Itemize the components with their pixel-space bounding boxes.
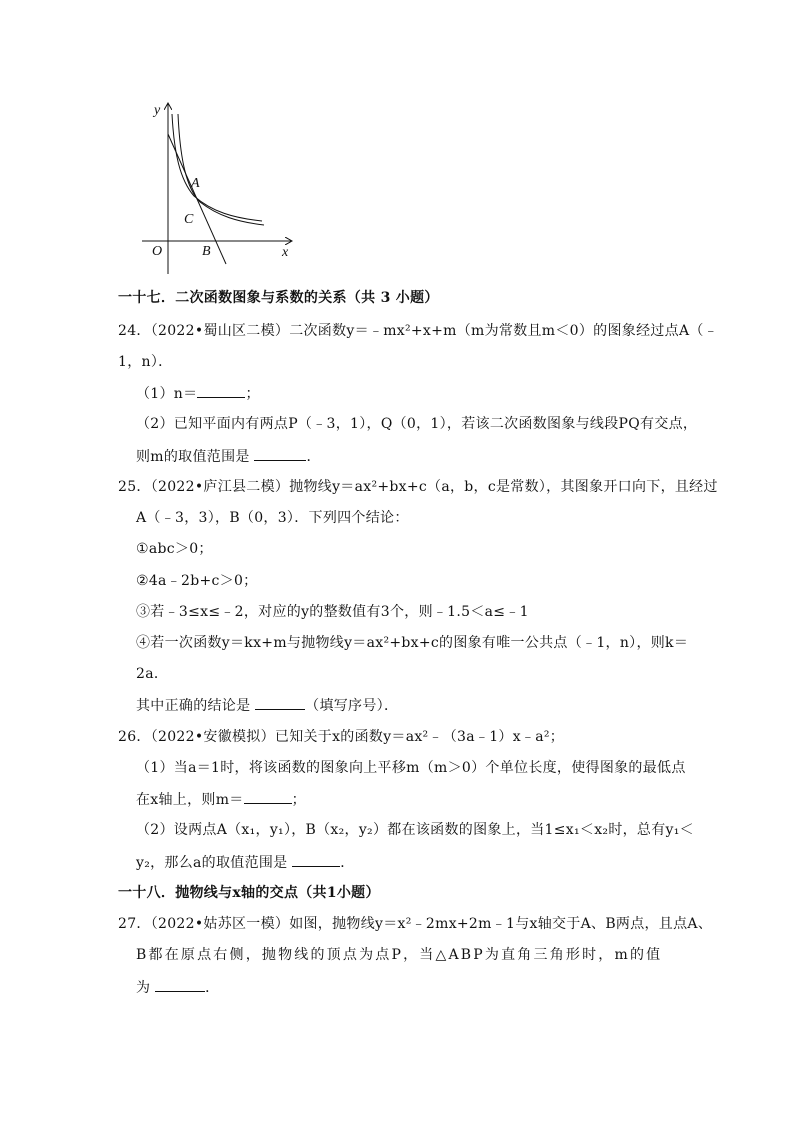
answer-blank: [292, 852, 340, 867]
q26-line-1: 26．（2022•安徽模拟）已知关于x的函数y＝ax²﹣（3a﹣1）x﹣a²；: [118, 729, 565, 745]
hyperbola-outer: [178, 114, 264, 225]
q24-line-2: 1，n）．: [118, 354, 173, 370]
label-y: y: [154, 103, 161, 118]
answer-blank: [254, 446, 306, 461]
q25-option-4: ④若一次函数y＝kx+m与抛物线y＝ax²+bx+c的图象有唯一公共点（﹣1，n），则k＝: [136, 635, 689, 651]
label-o: O: [152, 244, 163, 259]
hyperbola-inner: [172, 114, 262, 221]
q26-line-5: y₂，那么a的取值范围是 ．: [136, 852, 694, 873]
q26-line-2: （1）当a＝1时，将该函数的图象向上平移m（m＞0）个单位长度，使得图象的最低点: [136, 760, 686, 776]
label-c: C: [184, 212, 194, 227]
answer-blank: [155, 977, 205, 992]
q25-answer-line: 其中正确的结论是 （填写序号）．: [136, 695, 694, 716]
answer-blank: [255, 695, 305, 710]
q27-line-1: 27．（2022•姑苏区一模）如图，抛物线y＝x²﹣2mx+2m﹣1与x轴交于A、B两点，且点A、: [118, 916, 713, 932]
q24-line-1: 24．（2022•蜀山区二模）二次函数y＝﹣mx²+x+m（m为常数且m＜0）的图象经过点A（﹣: [118, 323, 718, 339]
q27-line-3: 为 ．: [136, 977, 694, 998]
q25-option-1: ①abc＞0；: [136, 541, 213, 557]
q24-line-4: （2）已知平面内有两点P（﹣3，1），Q（0，1），若该二次函数图象与线段PQ有交点，: [136, 416, 698, 432]
answer-blank: [197, 383, 245, 398]
q24-line-5: 则m的取值范围是 ．: [136, 446, 694, 467]
section-heading-18: 一十八．抛物线与x轴的交点（共1小题）: [118, 885, 380, 901]
q25-option-2: ②4a﹣2b+c＞0；: [136, 573, 258, 589]
label-a: A: [191, 176, 200, 191]
q27-line-2: B都在原点右侧，抛物线的顶点为点P，当△ABP为直角三角形时，m的值: [136, 947, 663, 963]
q25-option-3: ③若﹣3≤x≤﹣2，对应的y的整数值有3个，则﹣1.5＜a≤﹣1: [136, 604, 529, 620]
graph-svg: [138, 98, 298, 278]
q25-line-1: 25．（2022•庐江县二模）抛物线y＝ax²+bx+c（a，b，c是常数），其图象开口向下，且经过: [118, 479, 718, 495]
answer-blank: [244, 789, 292, 804]
section-heading-17: 一十七．二次函数图象与系数的关系（共 3 小题）: [118, 290, 439, 306]
straight-line: [168, 134, 226, 264]
q26-line-3: 在x轴上，则m＝ ；: [136, 789, 694, 810]
q24-line-3: （1）n＝ ；: [136, 383, 694, 404]
q26-line-4: （2）设两点A（x₁，y₁），B（x₂，y₂）都在该函数的图象上，当1≤x₁＜x₂时，总有y₁＜: [136, 822, 694, 838]
q25-option-4-cont: 2a．: [136, 666, 169, 682]
label-x: x: [282, 245, 289, 260]
function-graph-figure: [138, 98, 298, 278]
q25-line-2: A（﹣3，3），B（0，3）．下列四个结论：: [136, 510, 409, 526]
label-b: B: [202, 244, 211, 259]
